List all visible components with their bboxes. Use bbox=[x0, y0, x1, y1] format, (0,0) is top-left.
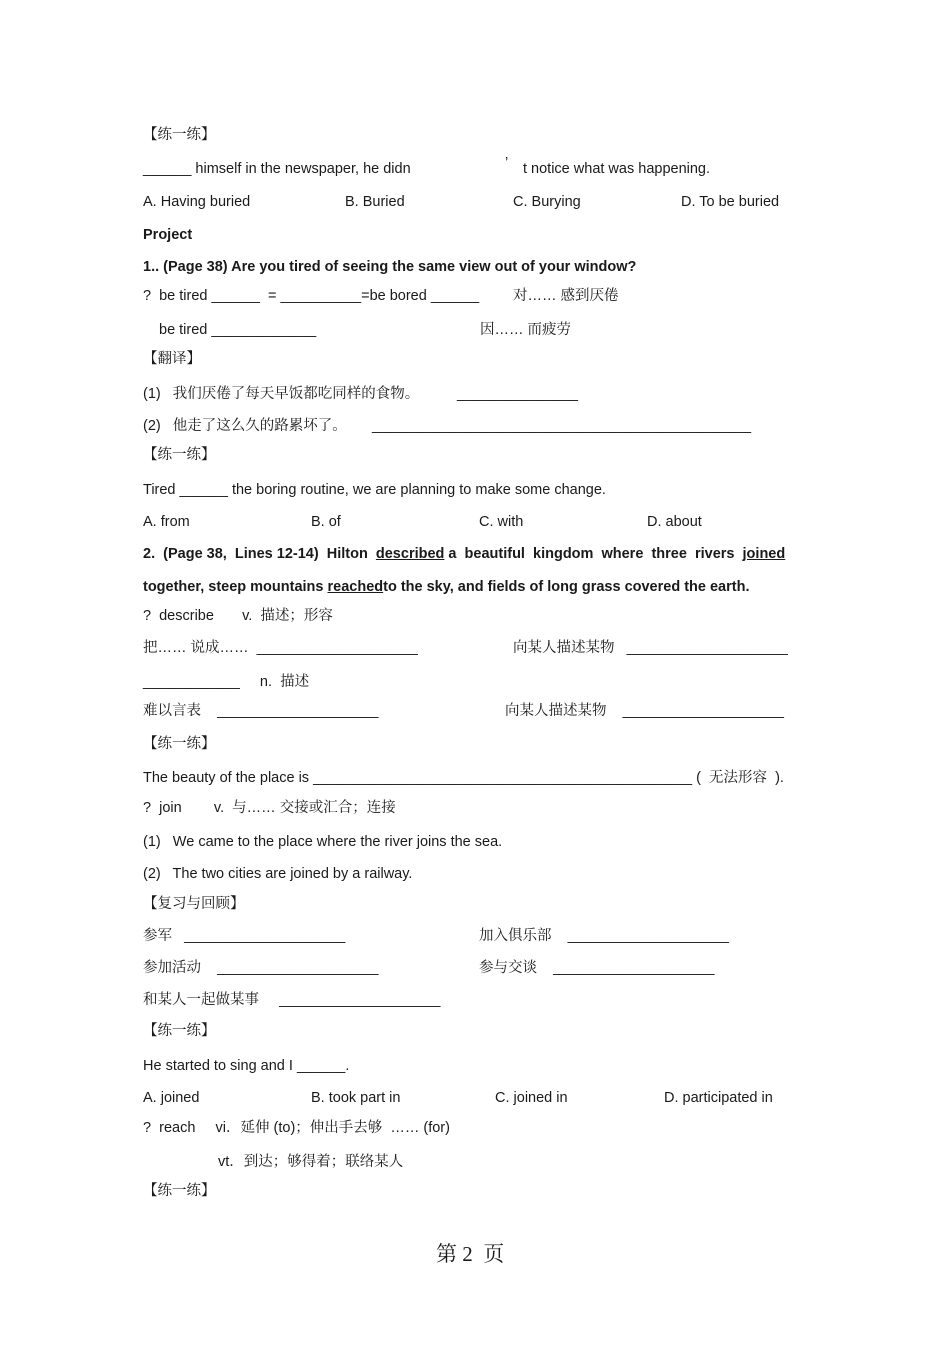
keyword-described: described bbox=[375, 546, 445, 562]
practice-label-3: 【练一练】 bbox=[143, 736, 216, 752]
describe-row2: ____________ n. 描述 bbox=[143, 674, 310, 690]
review-row2-left: 参加活动 ____________________ bbox=[143, 960, 379, 976]
item2-heading2-part2: to the sky, and fields of long grass covered the earth. bbox=[383, 579, 750, 595]
describe-row3-right: 向某人描述某物 ____________________ bbox=[505, 703, 784, 719]
item1-heading: 1.. (Page 38) Are you tired of seeing the same view out of your window? bbox=[143, 259, 637, 275]
q1-option-d: D. To be buried bbox=[681, 194, 780, 210]
describe-row1-right: 向某人描述某物 ____________________ bbox=[513, 640, 788, 656]
keyword-reached: reached bbox=[327, 579, 384, 595]
describe-row3-left: 难以言表 ____________________ bbox=[143, 703, 379, 719]
item1-phrase2: be tired _____________ bbox=[159, 322, 317, 338]
translate-2-blank: _______________________________________________ bbox=[372, 418, 752, 434]
item2-heading2-part1: together, steep mountains bbox=[143, 579, 328, 595]
item2-heading-part2: a beautiful kingdom where three rivers bbox=[444, 546, 743, 562]
practice-label-1: 【练一练】 bbox=[143, 127, 216, 143]
describe-row1-left: 把…… 说成…… ____________________ bbox=[143, 640, 418, 656]
practice-label-5: 【练一练】 bbox=[143, 1183, 216, 1199]
join-example-1: (1) We came to the place where the river joins the sea. bbox=[143, 834, 503, 850]
item1-phrase1: ? be tired ______ = __________=be bored ______ bbox=[143, 288, 480, 304]
item1-option-c: C. with bbox=[479, 514, 524, 530]
practice-label-4: 【练一练】 bbox=[143, 1023, 216, 1039]
q1-stem-a: ______ himself in the newspaper, he didn bbox=[143, 161, 411, 177]
review-label: 【复习与回顾】 bbox=[143, 896, 245, 912]
page-number: 第 2 页 bbox=[436, 1242, 505, 1266]
join-practice-stem: He started to sing and I ______. bbox=[143, 1058, 350, 1074]
review-row1-right: 加入俱乐部 ____________________ bbox=[479, 928, 729, 944]
join-option-d: D. participated in bbox=[664, 1090, 773, 1106]
join-example-2: (2) The two cities are joined by a railway. bbox=[143, 866, 413, 882]
project-heading: Project bbox=[143, 227, 193, 243]
practice-label-2: 【练一练】 bbox=[143, 447, 216, 463]
q1-option-a: A. Having buried bbox=[143, 194, 251, 210]
join-head: ? join v. 与…… 交接或汇合；连接 bbox=[143, 800, 396, 816]
reach-vt: vt．到达；够得着；联络某人 bbox=[218, 1154, 404, 1170]
keyword-joined: joined bbox=[742, 546, 786, 562]
review-row2-right: 参与交谈 ____________________ bbox=[479, 960, 715, 976]
q1-stem-b: t notice what was happening. bbox=[523, 161, 711, 177]
item1-option-d: D. about bbox=[647, 514, 702, 530]
item1-practice-stem: Tired ______ the boring routine, we are planning to make some change. bbox=[143, 482, 606, 498]
item2-heading-part1: 2. (Page 38, Lines 12-14) Hilton bbox=[143, 546, 376, 562]
join-option-b: B. took part in bbox=[311, 1090, 401, 1106]
item1-phrase1-cn: 对…… 感到厌倦 bbox=[513, 288, 619, 304]
translate-2: (2) 他走了这么久的路累坏了。 bbox=[143, 418, 347, 434]
describe-head: ? describe v. 描述；形容 bbox=[143, 608, 333, 624]
join-option-c: C. joined in bbox=[495, 1090, 568, 1106]
q1-apostrophe: ’ bbox=[505, 155, 509, 171]
item1-option-b: B. of bbox=[311, 514, 341, 530]
item1-option-a: A. from bbox=[143, 514, 190, 530]
item2-heading-line1 bbox=[143, 545, 785, 563]
join-option-a: A. joined bbox=[143, 1090, 200, 1106]
q1-option-c: C. Burying bbox=[513, 194, 581, 210]
reach-vi: ? reach vi．延伸 (to)；伸出手去够 …… (for) bbox=[143, 1120, 450, 1136]
translate-1: (1) 我们厌倦了每天早饭都吃同样的食物。 bbox=[143, 386, 420, 402]
translate-1-blank: _______________ bbox=[457, 386, 578, 402]
q1-option-b: B. Buried bbox=[345, 194, 405, 210]
item1-phrase2-cn: 因…… 而疲劳 bbox=[480, 322, 572, 338]
translate-label: 【翻译】 bbox=[143, 351, 201, 367]
review-row1-left: 参军 ____________________ bbox=[143, 928, 346, 944]
review-row3: 和某人一起做某事 ____________________ bbox=[143, 992, 441, 1008]
describe-practice: The beauty of the place is _______________________________________________ ( 无法形容 ). bbox=[143, 770, 784, 786]
item2-heading-line2 bbox=[143, 578, 749, 596]
